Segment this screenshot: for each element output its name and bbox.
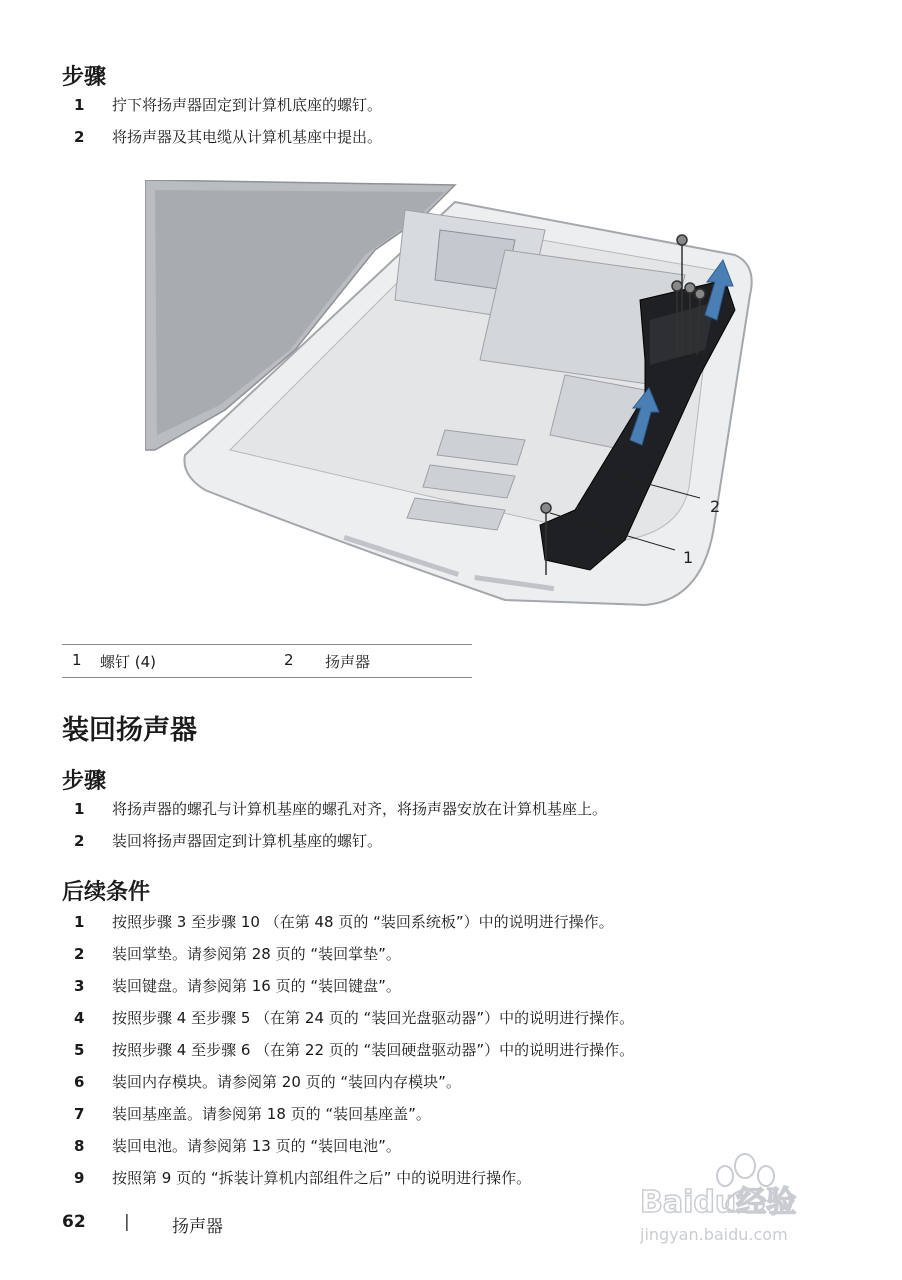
- step-text: 装回键盘。请参阅第 16 页的 “装回键盘”。: [112, 977, 401, 995]
- callout-legend-table: [62, 644, 472, 678]
- section-heading-postrequisites: 后续条件: [62, 880, 151, 905]
- footer-separator: |: [124, 1212, 130, 1232]
- legend-label: 扬声器: [325, 653, 371, 671]
- step-number: 9: [74, 1169, 85, 1187]
- step-number: 2: [74, 945, 85, 963]
- step-text: 装回基座盖。请参阅第 18 页的 “装回基座盖”。: [112, 1105, 431, 1123]
- baidu-watermark: [640, 1150, 850, 1250]
- watermark-brand: Baidu经验: [640, 1185, 797, 1220]
- step-number: 1: [74, 96, 85, 114]
- legend-number: 1: [72, 651, 82, 669]
- callout-2: 2: [710, 497, 721, 516]
- step-text: 拧下将扬声器固定到计算机底座的螺钉。: [112, 96, 383, 114]
- callout-1: 1: [683, 548, 694, 567]
- step-text: 按照步骤 3 至步骤 10 （在第 48 页的 “装回系统板”）中的说明进行操作。: [112, 913, 614, 931]
- legend-number: 2: [284, 651, 294, 669]
- footer-title: 扬声器: [172, 1217, 223, 1237]
- step-number: 3: [74, 977, 85, 995]
- step-text: 将扬声器的螺孔与计算机基座的螺孔对齐，将扬声器安放在计算机基座上。: [112, 800, 608, 818]
- speaker-removal-illustration: [145, 180, 765, 620]
- step-number: 6: [74, 1073, 85, 1091]
- step-text: 装回掌垫。请参阅第 28 页的 “装回掌垫”。: [112, 945, 401, 963]
- legend-label: 螺钉 (4): [100, 653, 157, 671]
- step-number: 7: [74, 1105, 85, 1123]
- step-text: 装回将扬声器固定到计算机基座的螺钉。: [112, 832, 383, 850]
- section-title: 装回扬声器: [62, 715, 197, 746]
- section-heading-steps: 步骤: [62, 769, 107, 794]
- step-number: 4: [74, 1009, 85, 1027]
- step-number: 1: [74, 800, 85, 818]
- section-heading-steps: 步骤: [62, 65, 107, 90]
- step-text: 按照第 9 页的 “拆装计算机内部组件之后” 中的说明进行操作。: [112, 1169, 532, 1187]
- step-number: 2: [74, 832, 85, 850]
- step-number: 2: [74, 128, 85, 146]
- watermark-url: jingyan.baidu.com: [640, 1225, 788, 1244]
- step-text: 将扬声器及其电缆从计算机基座中提出。: [112, 128, 383, 146]
- step-text: 按照步骤 4 至步骤 5 （在第 24 页的 “装回光盘驱动器”）中的说明进行操作。: [112, 1009, 635, 1027]
- step-text: 装回内存模块。请参阅第 20 页的 “装回内存模块”。: [112, 1073, 461, 1091]
- step-number: 1: [74, 913, 85, 931]
- step-number: 8: [74, 1137, 85, 1155]
- step-text: 装回电池。请参阅第 13 页的 “装回电池”。: [112, 1137, 401, 1155]
- step-number: 5: [74, 1041, 85, 1059]
- step-text: 按照步骤 4 至步骤 6 （在第 22 页的 “装回硬盘驱动器”）中的说明进行操作。: [112, 1041, 635, 1059]
- page-number: 62: [62, 1212, 86, 1232]
